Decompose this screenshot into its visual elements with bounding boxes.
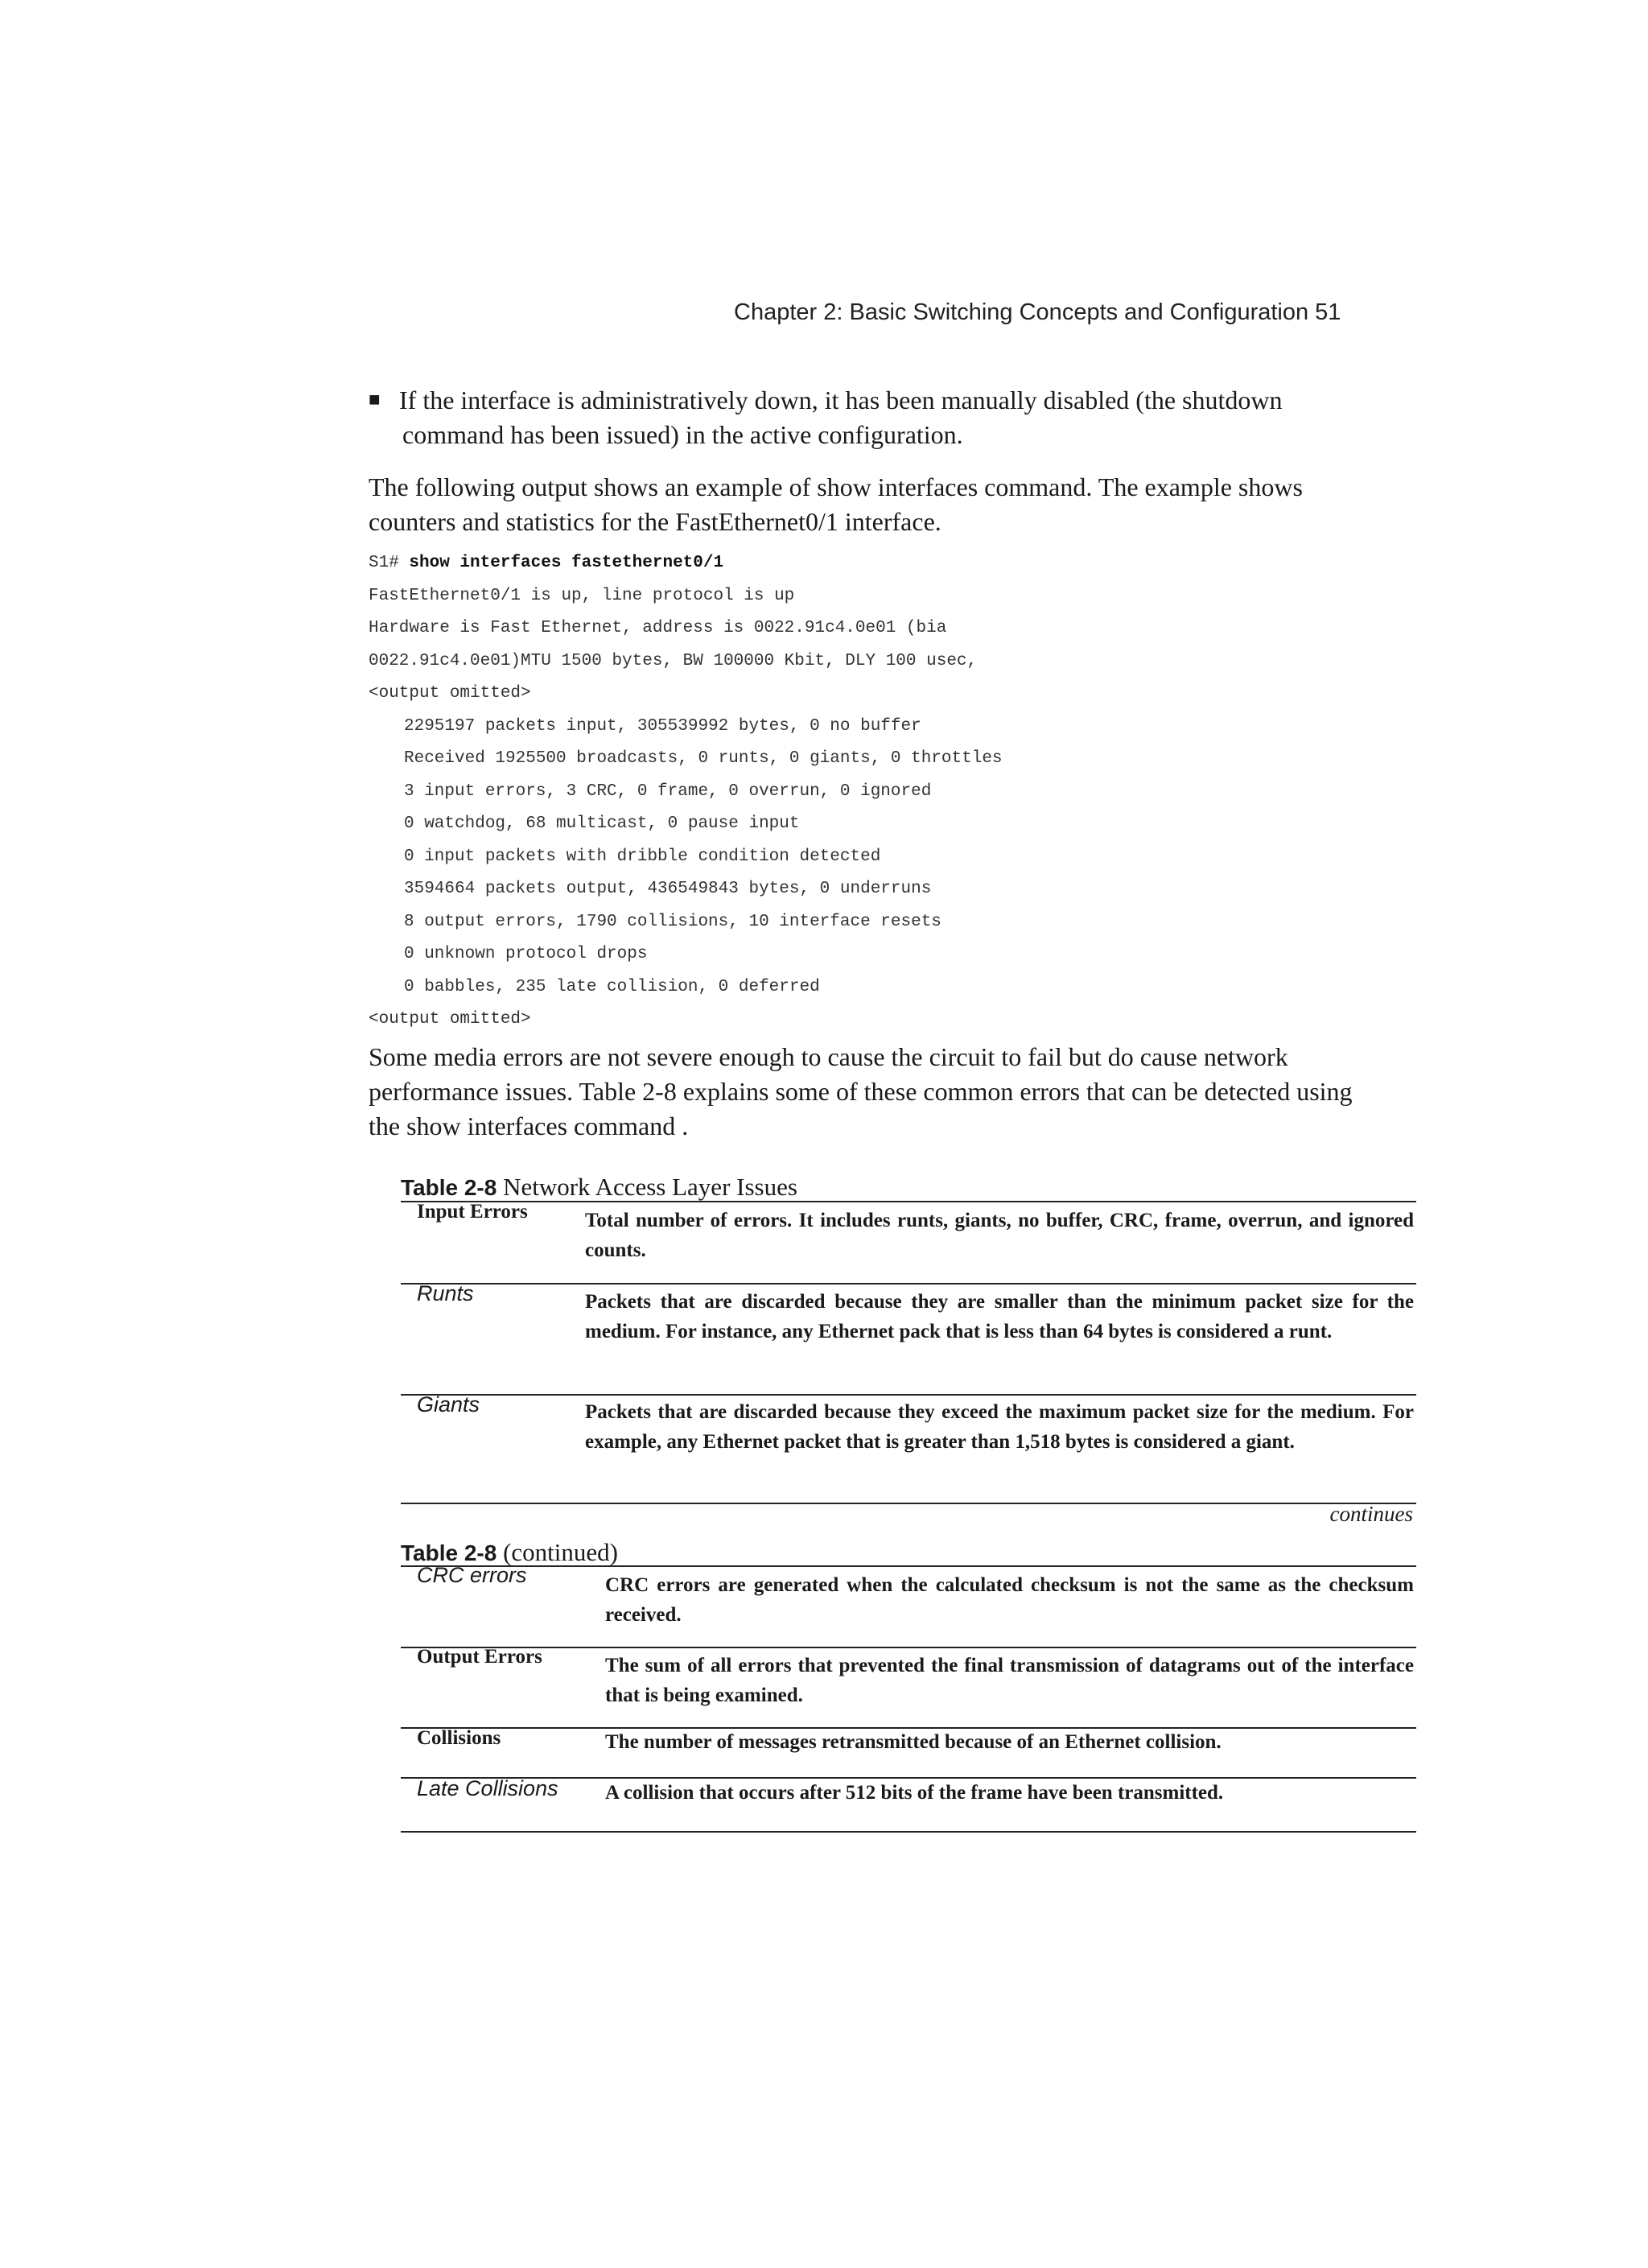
after-line-2: performance issues. Table 2-8 explains some of these common errors that can be detected using: [369, 1077, 1353, 1106]
cli-line: 0 unknown protocol drops: [404, 945, 648, 963]
table-bottom-rule: [401, 1503, 1416, 1504]
cli-line: 2295197 packets input, 305539992 bytes, 0 no buffer: [404, 716, 921, 736]
running-header: Chapter 2: Basic Switching Concepts and Configuration 51: [734, 299, 1341, 325]
table-term: Runts: [417, 1281, 474, 1305]
table-number: Table 2-8: [401, 1175, 497, 1200]
table-description: A collision that occurs after 512 bits of the frame have been transmitted.: [605, 1782, 1224, 1804]
after-line-3: the show interfaces command .: [369, 1111, 689, 1140]
intro-paragraph: [369, 470, 1415, 539]
intro-line-1: The following output shows an example of show interfaces command. The example shows: [369, 472, 1303, 501]
bullet-square-icon: ■: [369, 390, 381, 410]
cli-line: 0022.91c4.0e01)MTU 1500 bytes, BW 100000 Kbit, DLY 100 usec,: [369, 651, 978, 670]
table-top-rule: [401, 1565, 1416, 1567]
continues-note: continues: [1329, 1502, 1413, 1526]
cli-output-block: [369, 547, 1003, 1037]
table-term: Output Errors: [417, 1646, 542, 1668]
cli-line: 3594664 packets output, 436549843 bytes, 0 underruns: [404, 880, 932, 898]
table-number: Table 2-8: [401, 1540, 497, 1565]
table-title: [401, 1173, 797, 1202]
table-row-rule: [401, 1647, 1416, 1648]
cli-line: 0 watchdog, 68 multicast, 0 pause input: [404, 814, 800, 833]
cli-line: 0 babbles, 235 late collision, 0 deferred: [404, 977, 820, 996]
cli-prompt: S1#: [369, 554, 410, 572]
cli-command-line: [369, 547, 1003, 580]
table-description: Packets that are discarded because they are smaller than the minimum packet size for the medium. For instance, any Ethernet pack that is less than 64 bytes is considered a runt.: [585, 1291, 1414, 1342]
cli-line: <output omitted>: [369, 1010, 531, 1029]
cli-line: 3 input errors, 3 CRC, 0 frame, 0 overrun, 0 ignored: [404, 781, 932, 801]
table-description: Packets that are discarded because they exceed the maximum packet size for the medium. For example, any Ethernet packet that is greater than 1,518 bytes is considered a giant.: [585, 1401, 1414, 1453]
table-description: Total number of errors. It includes runts, giants, no buffer, CRC, frame, overrun, and ignored counts.: [585, 1210, 1414, 1261]
table-description: CRC errors are generated when the calculated checksum is not the same as the checksum received.: [605, 1574, 1414, 1626]
table-term: Input Errors: [417, 1201, 528, 1223]
table-caption: Network Access Layer Issues: [496, 1173, 797, 1201]
table-bottom-rule: [401, 1831, 1416, 1833]
cli-line: 0 input packets with dribble condition detected: [404, 847, 881, 866]
table-term: CRC errors: [417, 1563, 527, 1587]
intro-line-2: counters and statistics for the FastEthernet0/1 interface.: [369, 507, 941, 536]
cli-line: Hardware is Fast Ethernet, address is 0022.91c4.0e01 (bia: [369, 619, 947, 637]
table-caption: (continued): [496, 1538, 618, 1566]
after-line-1: Some media errors are not severe enough to cause the circuit to fail but do cause network: [369, 1042, 1288, 1071]
cli-line: 8 output errors, 1790 collisions, 10 interface resets: [404, 912, 941, 931]
cli-line: Received 1925500 broadcasts, 0 runts, 0 giants, 0 throttles: [404, 749, 1003, 768]
after-paragraph: [369, 1040, 1415, 1144]
table-row-rule: [401, 1283, 1416, 1285]
bullet-line-1: If the interface is administratively down, it has been manually disabled (the shutdown: [399, 386, 1283, 414]
table-description: The number of messages retransmitted because of an Ethernet collision.: [605, 1731, 1222, 1753]
table-term: Collisions: [417, 1727, 501, 1749]
table-term: Late Collisions: [417, 1776, 558, 1800]
table-term: Giants: [417, 1392, 480, 1416]
table-top-rule: [401, 1201, 1416, 1202]
cli-command: show interfaces fastethernet0/1: [409, 554, 724, 572]
cli-line: FastEthernet0/1 is up, line protocol is up: [369, 586, 795, 605]
table-row-rule: [401, 1394, 1416, 1396]
table-description: The sum of all errors that prevented the final transmission of datagrams out of the interface that is being examined.: [605, 1655, 1414, 1706]
bullet-item: [369, 383, 1415, 452]
cli-line: <output omitted>: [369, 684, 531, 703]
bullet-line-2: command has been issued) in the active configuration.: [402, 420, 963, 449]
